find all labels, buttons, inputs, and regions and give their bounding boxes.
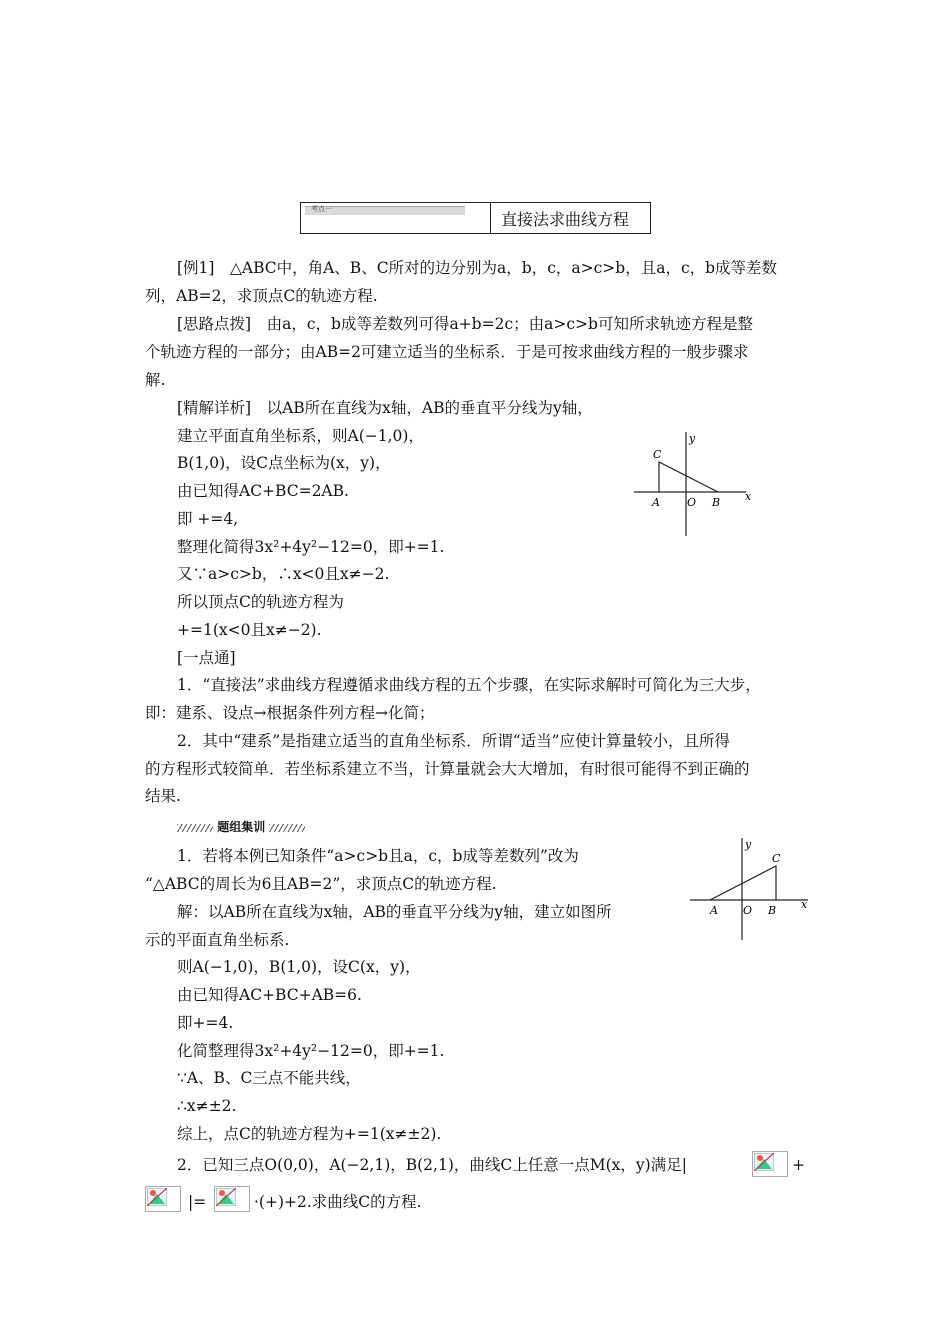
label-C: C (653, 448, 662, 461)
practice-line: ·(+)+2.求曲线C的方程. (254, 1193, 422, 1211)
practice-line: 即+=4. (177, 1014, 234, 1032)
example-line: 又∵a>c>b，∴x<0且x≠−2. (177, 565, 390, 583)
example-line: 个轨迹方程的一部分；由AB=2可建立适当的坐标系．于是可按求曲线方程的一般步骤求 (145, 343, 749, 361)
header-divider (490, 203, 491, 233)
section-title: 直接法求曲线方程 (501, 210, 630, 229)
example-line: 整理化简得3x²+4y²−12=0，即+=1. (177, 538, 445, 556)
practice-line: 则A(−1,0)，B(1,0)，设C(x，y)， (177, 958, 421, 976)
example-line: 的方程形式较简单．若坐标系建立不当，计算量就会大大增加，有时很可能得不到正确的 (145, 760, 750, 778)
label-y: y (745, 838, 752, 851)
practice-line: ∴x≠±2. (177, 1097, 237, 1115)
broken-image-icon (214, 1186, 250, 1212)
hatch-decoration (269, 824, 305, 832)
broken-image-icon (145, 1186, 181, 1212)
label-C: C (772, 852, 781, 865)
group-heading: 题组集训 (177, 818, 305, 835)
example-line: 列，AB=2，求顶点C的轨迹方程. (145, 287, 378, 305)
practice-line: 由已知得AC+BC+AB=6. (177, 986, 362, 1004)
example-line: +=1(x<0且x≠−2). (177, 621, 322, 639)
practice-line: |= (188, 1193, 207, 1211)
example-line: 建立平面直角坐标系，则A(−1,0)， (177, 427, 424, 445)
label-x: x (801, 898, 808, 911)
example-line: 即：建系、设点→根据条件列方程→化简； (145, 704, 435, 722)
example-line: 由已知得AC+BC=2AB. (177, 482, 349, 500)
practice-line: 1．若将本例已知条件“a>c>b且a，c，b成等差数列”改为 (177, 847, 579, 865)
practice-line: + (792, 1156, 805, 1174)
example-line: 2．其中“建系”是指建立适当的直角坐标系．所谓“适当”应使计算量较小，且所得 (177, 732, 731, 750)
example-line: 即 +=4, (177, 510, 239, 528)
section-header (300, 202, 651, 234)
hatch-decoration (177, 824, 213, 832)
practice-line: 解：以AB所在直线为x轴，AB的垂直平分线为y轴，建立如图所 (177, 903, 612, 921)
example-line: 1．“直接法”求曲线方程遵循求曲线方程的五个步骤，在实际求解时可简化为三大步， (177, 676, 761, 694)
example-line: [一点通] (177, 649, 236, 667)
practice-line: ∵A、B、C三点不能共线， (177, 1069, 361, 1087)
triangle (659, 462, 718, 492)
label-x: x (745, 490, 752, 503)
example-line: 解. (145, 371, 166, 389)
practice-line: 化简整理得3x²+4y²−12=0，即+=1. (177, 1042, 445, 1060)
triangle (710, 866, 776, 900)
example-line: 所以顶点C的轨迹方程为 (177, 593, 344, 611)
practice-line: 2．已知三点O(0,0)，A(−2,1)，B(2,1)，曲线C上任意一点M(x，y)满足| (177, 1156, 687, 1174)
example-line: [思路点拨] 由a，c，b成等差数列可得a+b=2c；由a>c>b可知所求轨迹方程是整 (177, 315, 753, 333)
example-line: 结果. (145, 787, 181, 805)
label-A: A (710, 904, 718, 917)
figure-1 (628, 430, 758, 540)
figure-2 (684, 836, 814, 944)
label-y: y (689, 432, 696, 445)
label-O: O (743, 904, 753, 917)
practice-line: 综上，点C的轨迹方程为+=1(x≠±2). (177, 1125, 442, 1143)
label-B: B (768, 904, 777, 917)
label-O: O (687, 496, 697, 509)
example-line: B(1,0)，设C点坐标为(x，y)， (177, 454, 391, 472)
example-line: [例1] △ABC中，角A、B、C所对的边分别为a，b，c，a>c>b，且a，c，b成等差数 (177, 259, 778, 277)
section-tag: 考点一 (305, 206, 465, 215)
label-B: B (712, 496, 721, 509)
practice-line: “△ABC的周长为6且AB=2”，求顶点C的轨迹方程. (145, 875, 497, 893)
broken-image-icon (752, 1151, 788, 1177)
label-A: A (652, 496, 660, 509)
practice-line: 示的平面直角坐标系. (145, 931, 290, 949)
example-line: [精解详析] 以AB所在直线为x轴，AB的垂直平分线为y轴， (177, 399, 593, 417)
